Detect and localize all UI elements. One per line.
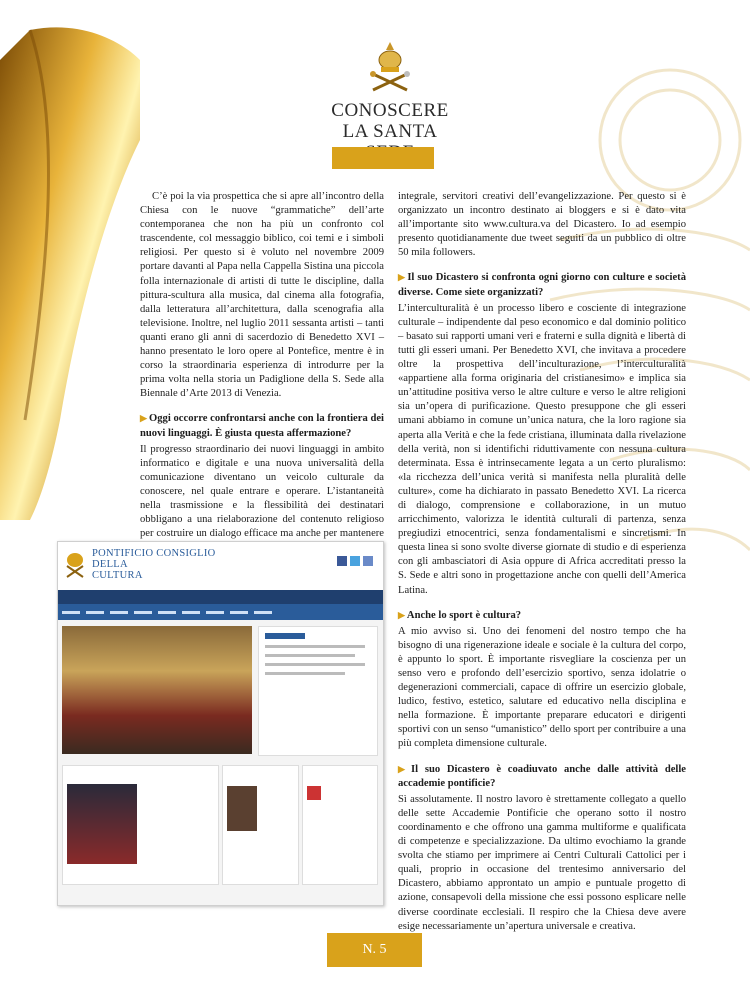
answer-4: Sì assolutamente. Il nostro lavoro è strettamente collegato a quello delle sette Accademie Pontificie che operano sotto il nostro coordinamento e che offrono una gamma multiforme e qualificata di competenze e specializzazione. Da ultimo evochiamo la grande svolta che stiamo per imprimere ai Centri Culturali Cattolici per i quali, proprio in occasione del trentesimo anniversario del Dicastero, abbiamo approntato un ampio e puntuale progetto di azione, consapevoli della missione che essi possono esplicare nelle diverse coordinate ecclesiali. Il respiro che la Chiesa deve avere esige necessariamente un’apertura universale e creativa. [398, 793, 686, 932]
question-3-text: Anche lo sport è cultura? [406, 609, 522, 621]
question-1-text: Oggi occorre confrontarsi anche con la frontiera dei nuovi linguaggi. È giusta questa affermazione? [140, 413, 384, 439]
question-4-text: Il suo Dicastero è coadiuvato anche dalle attività delle accademie pontificie? [398, 763, 687, 789]
page-number: N. 5 [327, 933, 422, 967]
website-title-line1: PONTIFICIO CONSIGLIO [92, 548, 216, 559]
triangle-bullet-icon: ▶ [398, 763, 410, 774]
website-main-nav [58, 604, 383, 620]
feature-photo [62, 626, 252, 754]
facebook-icon [337, 556, 347, 566]
website-header [58, 542, 383, 590]
question-2 [398, 270, 686, 299]
triangle-bullet-icon: ▶ [398, 609, 405, 620]
bottom-box-1 [62, 765, 219, 885]
answer-2: L’interculturalità è un processo libero e cosciente di integrazione culturale – indipendente dal peso economico e dal dominio politico – basato sui rapporti umani veri e fraterni e sulla dignità e libertà di tutti gli esseri umani. Per Benedetto XVI, che invitava a procedere oltre la prospettiva dell’inculturazione, l’interculturalità «appartiene alla forma originaria del cristianesimo» e implica sia un’attitudine positiva verso le altre culture e verso le altre religioni sia un’opera di purificazione. Questo presuppone che gli esseri umani abbiamo in comune un’unica natura, che la loro ragione sia aperta alla Verità e che la fede cristiana, illuminata dalla rivelazione della verità, non si identifichi riduttivamente con nessuna cultura determinata. Essa è intrinsecamente legata a un certo pluralismo: «la ricchezza dell’unica verità si manifesta nella pluralità delle culture», come ha dichiarato in passato Benedetto XVI. La ricerca di dialogo, comprensione e collaborazione, in un mutuo arricchimento, valorizza le identità culturali di partenza, senza pregiudizi etnocentrici, senza fondamentalismi e sincretismi. In questa linea si sono svolte diverse giornate di studio e di esperienza con gli ambasciatori di Asia oppure di Africa accreditati presso la S. Sede e altri sono in progettazione anche con quelli dell’America Latina. [398, 302, 686, 596]
header-title-line2: LA SANTA [342, 120, 438, 142]
social-icons [337, 556, 373, 566]
site-coat-of-arms-icon [64, 550, 86, 578]
header-gold-bar [332, 147, 434, 169]
bottom-box-3 [302, 765, 378, 885]
header-logo [330, 40, 450, 164]
gold-ribbon-decoration [0, 0, 140, 520]
answer-3: A mio avviso sì. Uno dei fenomeni del nostro tempo che ha bisogno di una rigenerazione ideale e sociale è la cultura del corpo, è appunto lo sport. È importante risvegliare la coscienza per un senso vero e profondo dell’esercizio sportivo, senza idolatrie o degenerazioni commerciali, capace di offrire un esercizio globale, ludico, festivo, estetico, salutare ed educativo nella disciplina e nella formazione. È importante preparare educatori e dirigenti sportivi con un senso “umanistico” dello sport per contribuire a una più completa dimensione culturale. [398, 625, 686, 750]
intro-paragraph: C’è poi la via prospettica che si apre all’incontro della Chiesa con le nuove “grammatiche” dell’arte contemporanea che non ha più un confronto col trascendente, col messaggio biblico, coi temi e i simboli religiosi. Per questo si è voluto nel novembre 2009 portare davanti al Papa nella Cappella Sistina una piccola folla internazionale di artisti di tutte le discipline, dalla pittura-scultura alla musica, dal cinema alla fotografia, dalla letteratura all’architettura, dalla scenografia alla televisione. Inoltre, nel luglio 2011 sessanta artisti – tanti quanti erano gli anni di sacerdozio di Benedetto XVI – hanno presentato le loro opere al Pontefice, mentre è in corso la straordinaria esperienza di introdurre per la prima volta nella storia un Padiglione della S. Sede alla Biennale d’Arte 2013 di Venezia. [140, 191, 384, 400]
website-title-line3: CULTURA [92, 570, 143, 581]
question-4 [398, 762, 686, 791]
answer-1-continued: integrale, servitori creativi dell’evangelizzazione. Per questo si è organizzato un incontro destinato ai bloggers e si è dato vita all’importante sito www.cultura.va del Dicastero. Io ad esempio presento quotidianamente due tweet seguiti da un pubblico di oltre 50 mila followers. [398, 191, 686, 259]
question-1 [140, 411, 384, 440]
right-column [398, 190, 686, 940]
header-title-line1: CONOSCERE [331, 100, 449, 121]
question-3 [398, 608, 686, 623]
triangle-bullet-icon: ▶ [140, 413, 147, 424]
question-2-text: Il suo Dicastero si confronta ogni giorno con culture e società diverse. Come siete organizzati? [398, 272, 686, 298]
twitter-icon [350, 556, 360, 566]
website-title-line2: DELLA [92, 559, 128, 570]
triangle-bullet-icon: ▶ [398, 272, 406, 283]
website-body [58, 620, 383, 905]
papal-coat-of-arms-icon [367, 40, 413, 92]
rss-icon [363, 556, 373, 566]
website-title [92, 548, 216, 581]
news-sidebar [258, 626, 378, 756]
bottom-box-2 [222, 765, 299, 885]
answer-1: Il progresso straordinario dei nuovi linguaggi in ambito informatico e digitale e una nuova universalità della comunicazione diventano un veicolo culturale da conoscere, nel quale entrare e operare. L’istantaneità nella trasmissione e la flessibilità dei destinatari obbligano a una rielaborazione del contenuto religioso per costruire un dialogo efficace ma anche per mantenere [140, 443, 384, 540]
website-screenshot [57, 541, 384, 906]
website-top-nav [58, 590, 383, 604]
